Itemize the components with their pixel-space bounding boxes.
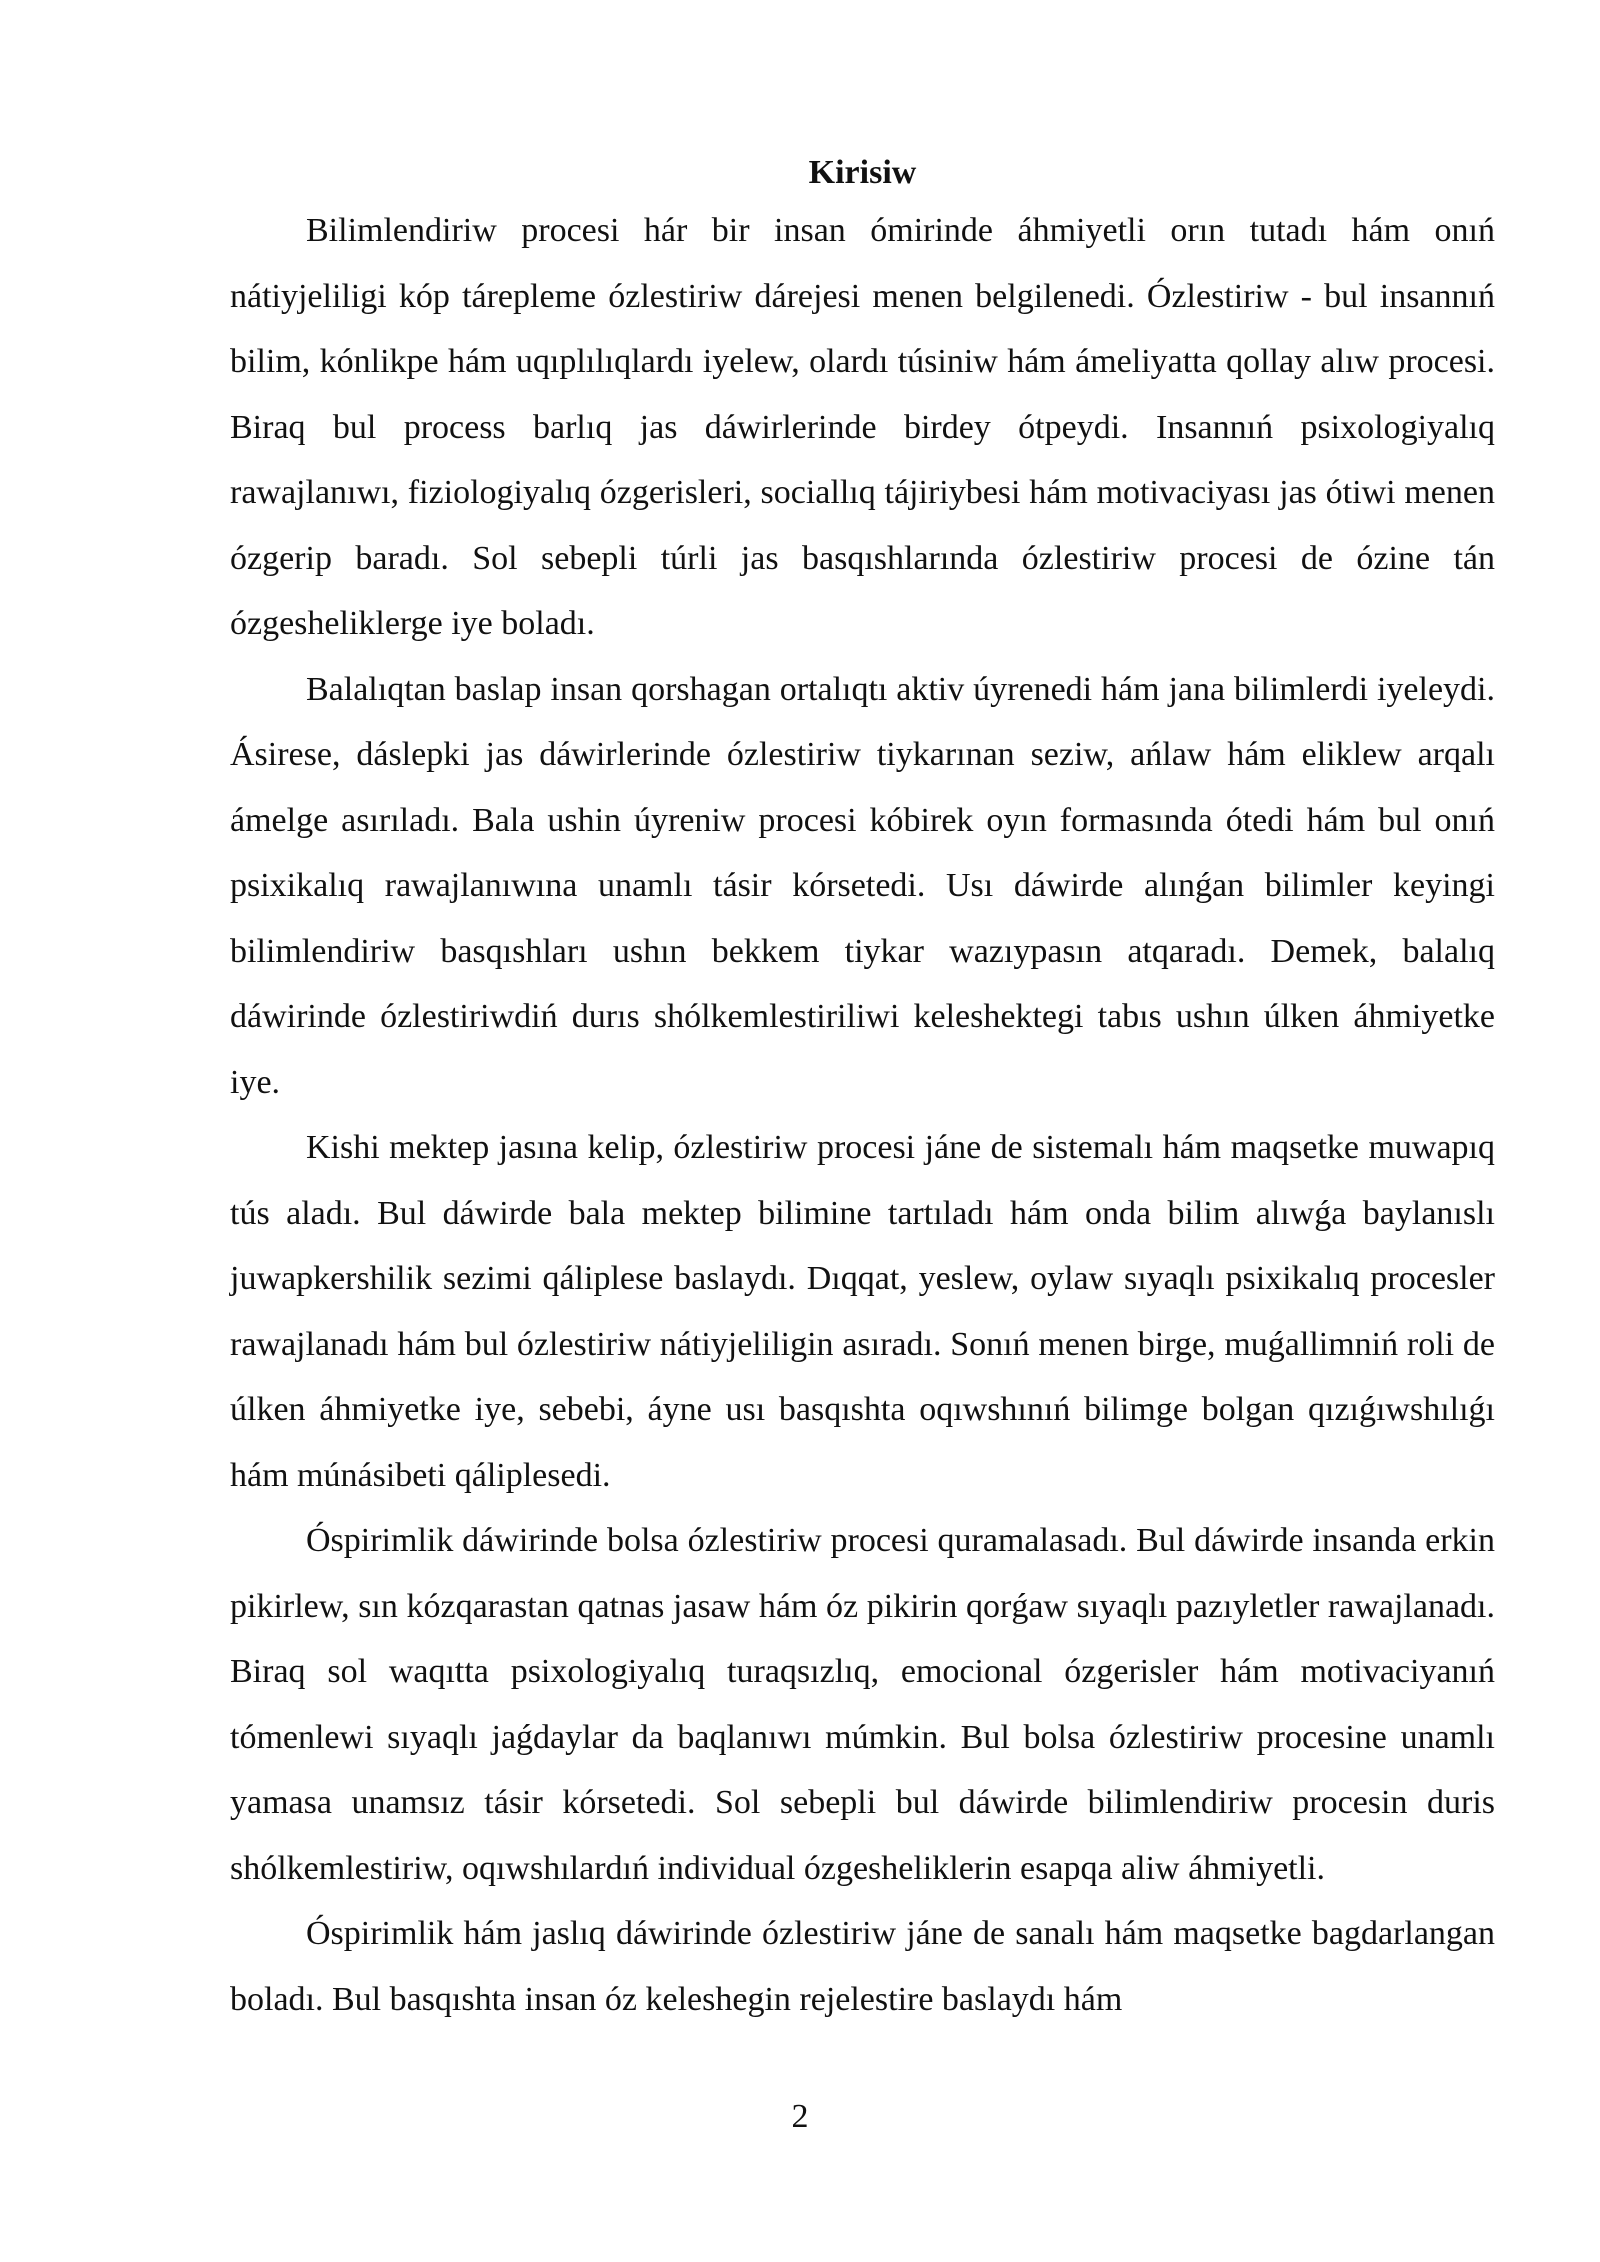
paragraph-2: Balalıqtan baslap insan qorshagan ortalıqtı aktiv úyrenedi hám jana bilimlerdi iyeleydi. Ásirese, dáslepki jas dáwirlerinde ózlestiriw tiykarınan seziw, ańlaw hám eliklew arqalı ámelge asırıladı. Bala ushin úyreniw procesi kóbirek oyın formasında ótedi hám bul onıń psixikalıq rawajlanıwına unamlı tásir kórsetedi. Usı dáwirde alınǵan bilimler keyingi bilimlendiriw basqıshları ushın bekkem tiykar wazıypasın atqaradı. Demek, balalıq dáwirinde ózlestiriwdiń durıs shólkemlestiriliwi keleshektegi tabıs ushın úlken áhmiyetke iye. xyxy=(230,670,1495,1101)
paragraph-4: Óspirimlik dáwirinde bolsa ózlestiriw procesi quramalasadı. Bul dáwirde insanda erkin pikirlew, sın kózqarastan qatnas jasaw hám óz pikirin qorǵaw sıyaqlı pazıyletler rawajlanadı. Biraq sol waqıtta psixologiyalıq turaqsızlıq, emocional ózgerisler hám motivaciyanıń tómenlewi sıyaqlı jaǵdaylar da baqlanıwı múmkin. Bul bolsa ózlestiriw procesine unamlı yamasa unamsız tásir kórsetedi. Sol sebepli bul dáwirde bilimlendiriw procesin duris shólkemlestiriw, oqıwshılardıń individual ózgesheliklerin esapqa aliw áhmiyetli. xyxy=(230,1522,1495,1887)
page-title: Kirisiw xyxy=(808,154,917,191)
paragraph-3: Kishi mektep jasına kelip, ózlestiriw procesi jáne de sistemalı hám maqsetke muwapıq tús aladı. Bul dáwirde bala mektep bilimine tartıladı hám onda bilim alıwǵa baylanıslı juwapkershilik sezimi qáliplese baslaydı. Dıqqat, yeslew, oylaw sıyaqlı psixikalıq procesler rawajlanadı hám bul ózlestiriw nátiyjeliligin asıradı. Sonıń menen birge, muǵallimniń roli de úlken áhmiyetke iye, sebebi, áyne usı basqıshta oqıwshınıń bilimge bolgan qızıǵıwshılıǵı hám múnásibeti qáliplesedi. xyxy=(230,1129,1495,1494)
document-page xyxy=(230,150,1495,2032)
paragraph-1: Bilimlendiriw procesi hár bir insan ómirinde áhmiyetli orın tutadı hám onıń nátiyjeliligi kóp tárepleme ózlestiriw dárejesi menen belgilenedi. Ózlestiriw - bul insannıń bilim, kónlikpe hám uqıplılıqlardı iyelew, olardı túsiniw hám ámeliyatta qollay alıw procesi. Biraq bul process barlıq jas dáwirlerinde birdey ótpeydi. Insannıń psixologiyalıq rawajlanıwı, fiziologiyalıq ózgerisleri, sociallıq tájiriybesi hám motivaciyası jas ótiwi menen ózgerip baradı. Sol sebepli túrli jas basqıshlarında ózlestiriw procesi de ózine tán ózgesheliklerge iye boladı. xyxy=(230,212,1495,642)
page-number: 2 xyxy=(791,2098,809,2135)
paragraph-5: Óspirimlik hám jaslıq dáwirinde ózlestiriw jáne de sanalı hám maqsetke bagdarlangan boladı. Bul basqıshta insan óz keleshegin rejelestire baslaydı hám xyxy=(230,1915,1495,2018)
